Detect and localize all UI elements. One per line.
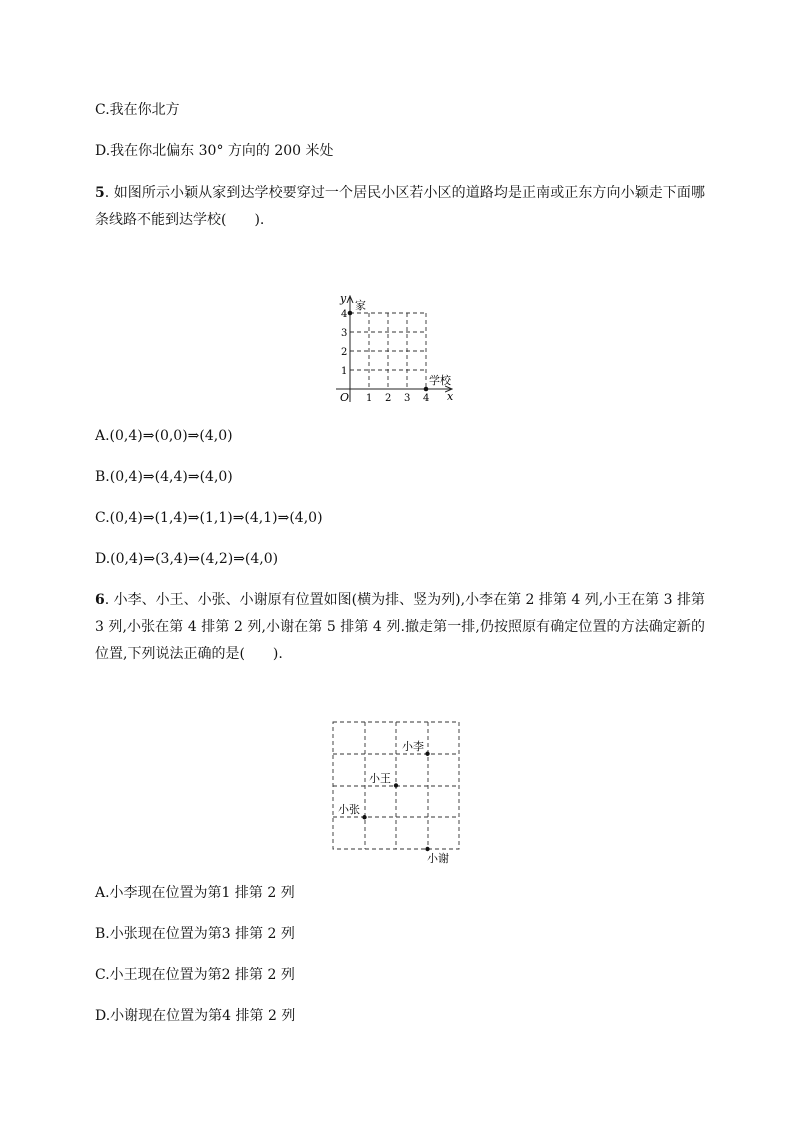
q6-label-xiaozhang: 小张 (338, 803, 360, 816)
q5-option-d: D.(0,4)⇒(3,4)⇒(4,2)⇒(4,0) (95, 551, 279, 567)
q5-origin-label: O (340, 391, 350, 404)
q5-option-a: A.(0,4)⇒(0,0)⇒(4,0) (95, 428, 233, 444)
q6-option-d: D.小谢现在位置为第4 排第 2 列 (95, 1008, 296, 1024)
question-5-number: 5 (95, 185, 105, 201)
q6-label-xiaowang: 小王 (369, 772, 391, 785)
q5-y-tick-4: 4 (341, 309, 348, 320)
q6-option-a: A.小李现在位置为第1 排第 2 列 (95, 885, 295, 901)
q5-y-tick-3: 3 (341, 328, 348, 339)
prev-option-c: C.我在你北方 (95, 102, 180, 118)
q6-person-point-3 (362, 815, 366, 819)
q5-home-label: 家 (355, 299, 366, 312)
q5-y-tick-1: 1 (341, 366, 348, 377)
question-5-text: . 如图所示小颖从家到达学校要穿过一个居民小区若小区的道路均是正南或正东方向小颖走下面哪条线路不能到达学校( ). (95, 185, 705, 228)
q5-option-c: C.(0,4)⇒(1,4)⇒(1,1)⇒(4,1)⇒(4,0) (95, 510, 323, 526)
question-6-text: . 小李、小王、小张、小谢原有位置如图(横为排、竖为列),小李在第 2 排第 4 列,小王在第 3 排第 3 列,小张在第 4 排第 2 列,小谢在第 5 排第 4 列.撤走第一排,仍按照原有确定位置的方法确定新的位置,下列说法正确的是( ). (95, 592, 705, 662)
q6-person-point-2 (394, 783, 398, 787)
q5-y-tick-2: 2 (341, 347, 348, 358)
q5-x-tick-2: 2 (385, 393, 392, 404)
q6-person-point-4 (425, 847, 429, 851)
q6-label-xiaoxie: 小谢 (427, 852, 449, 865)
question-6-number: 6 (95, 592, 105, 608)
q6-option-c: C.小王现在位置为第2 排第 2 列 (95, 967, 295, 983)
q5-y-axis-label: y (340, 292, 347, 305)
q5-x-axis-label: x (447, 390, 454, 403)
q5-x-tick-4: 4 (423, 393, 430, 404)
q6-person-point-1 (425, 752, 429, 756)
q5-x-tick-3: 3 (404, 393, 411, 404)
q5-option-b: B.(0,4)⇒(4,4)⇒(4,0) (95, 469, 233, 485)
prev-option-d: D.我在你北偏东 30° 方向的 200 米处 (95, 143, 334, 159)
q5-x-tick-1: 1 (366, 393, 373, 404)
q6-label-xiaoli: 小李 (402, 740, 424, 753)
q6-option-b: B.小张现在位置为第3 排第 2 列 (95, 926, 295, 942)
q5-school-label: 学校 (429, 374, 451, 387)
